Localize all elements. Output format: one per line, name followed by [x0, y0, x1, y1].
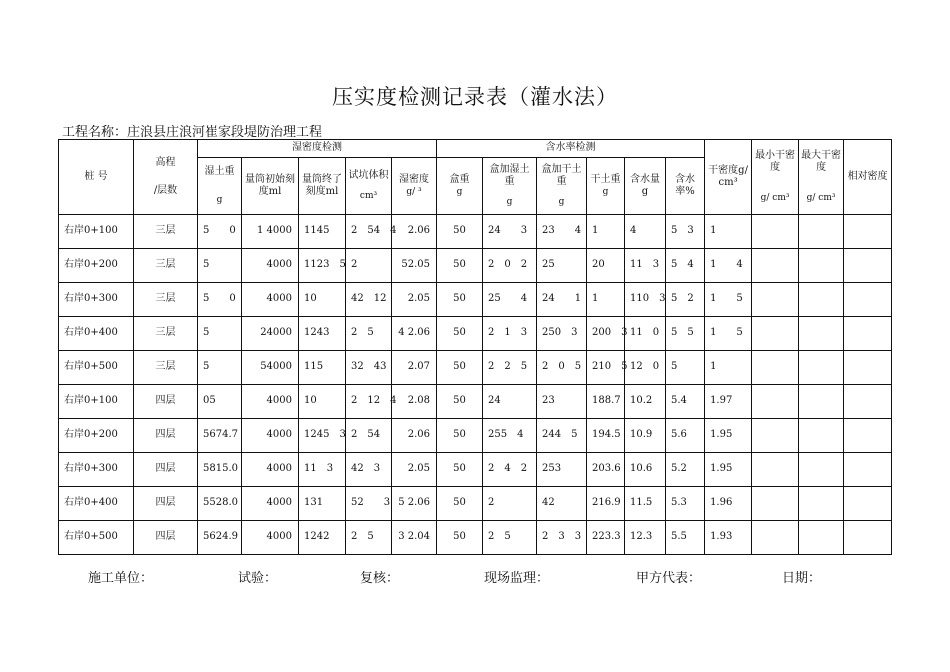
table-cell: 三层: [134, 283, 198, 317]
table-cell: 10: [299, 283, 346, 317]
table-cell: 50: [437, 419, 483, 453]
table-cell: 4: [625, 215, 666, 249]
table-cell: 5 2.06: [392, 487, 437, 521]
header-box-wet-unit: g: [506, 196, 513, 207]
table-cell: 1: [587, 215, 625, 249]
table-cell: [799, 385, 844, 419]
header-wet-density: [392, 158, 437, 215]
table-cell: 12 0: [625, 351, 666, 385]
table-cell: 2.05: [392, 283, 437, 317]
table-cell: 5815.0: [198, 453, 242, 487]
table-cell: 253: [537, 453, 587, 487]
header-water-content-group: 含水率检测: [437, 140, 705, 158]
table-cell: [844, 215, 892, 249]
table-cell: [844, 249, 892, 283]
table-cell: 216.9: [587, 487, 625, 521]
table-cell: 2 0 5: [537, 351, 587, 385]
table-cell: 右岸0+100: [59, 215, 134, 249]
table-cell: 5 0: [198, 215, 242, 249]
header-box-wet: [483, 158, 537, 215]
header-elevation-top: 高程: [155, 156, 176, 168]
table-cell: 20: [587, 249, 625, 283]
table-row: [59, 249, 892, 283]
table-cell: 5: [198, 317, 242, 351]
header-box-dry-label: 盒加干土重: [541, 163, 582, 188]
footer-date: 日期：: [782, 571, 822, 586]
table-cell: 50: [437, 317, 483, 351]
table-cell: 四层: [134, 419, 198, 453]
table-cell: 203.6: [587, 453, 625, 487]
table-cell: 10.2: [625, 385, 666, 419]
table-cell: 2: [483, 487, 537, 521]
table-cell: 右岸0+100: [59, 385, 134, 419]
table-cell: 四层: [134, 385, 198, 419]
table-cell: [799, 317, 844, 351]
table-cell: 1 4000: [242, 215, 299, 249]
header-min-dry-density: [752, 140, 799, 215]
table-row: [59, 351, 892, 385]
table-cell: [844, 487, 892, 521]
table-cell: [752, 453, 799, 487]
table-cell: 右岸0+200: [59, 419, 134, 453]
table-cell: [752, 283, 799, 317]
table-row: [59, 385, 892, 419]
table-cell: 三层: [134, 351, 198, 385]
table-cell: 24000: [242, 317, 299, 351]
table-cell: [799, 351, 844, 385]
table-cell: 2 1 3: [483, 317, 537, 351]
table-cell: 三层: [134, 317, 198, 351]
footer-test: 试验：: [238, 571, 278, 586]
table-cell: 50: [437, 521, 483, 555]
table-cell: [844, 521, 892, 555]
table-cell: 1145: [299, 215, 346, 249]
table-cell: 250 3: [537, 317, 587, 351]
table-cell: 5: [198, 249, 242, 283]
table-cell: 5528.0: [198, 487, 242, 521]
header-min-dry-unit: g/ cm³: [760, 192, 790, 203]
table-cell: 5 0: [198, 283, 242, 317]
header-elevation-bottom: /层数: [153, 185, 178, 196]
header-box-mass-unit: g: [456, 186, 463, 197]
header-dry-soil-label: 干土重: [590, 174, 621, 186]
table-cell: 50: [437, 453, 483, 487]
table-cell: [844, 283, 892, 317]
table-cell: 194.5: [587, 419, 625, 453]
table-cell: 1.96: [705, 487, 752, 521]
table-cell: 244 5: [537, 419, 587, 453]
header-max-dry-label: 最大干密度: [801, 149, 842, 174]
footer-owner-representative: 甲方代表：: [636, 571, 702, 586]
table-cell: [799, 419, 844, 453]
table-cell: [799, 453, 844, 487]
table-cell: 54000: [242, 351, 299, 385]
table-cell: 2 5: [346, 521, 392, 555]
table-cell: 12.3: [625, 521, 666, 555]
table-cell: 四层: [134, 487, 198, 521]
header-pit-volume-unit: cm³: [359, 190, 378, 201]
header-pile: 桩 号: [59, 140, 134, 215]
table-cell: 24: [483, 385, 537, 419]
table-cell: 右岸0+400: [59, 317, 134, 351]
table-cell: [799, 521, 844, 555]
table-cell: [752, 487, 799, 521]
table-cell: 5: [666, 351, 705, 385]
table-cell: 11 0: [625, 317, 666, 351]
table-header: [59, 140, 892, 215]
table-cell: 32 43: [346, 351, 392, 385]
table-cell: 1 5: [705, 283, 752, 317]
table-cell: 110 3: [625, 283, 666, 317]
table-cell: 4000: [242, 249, 299, 283]
table-cell: 2.05: [392, 453, 437, 487]
table-cell: 2 4 2: [483, 453, 537, 487]
header-min-dry-label: 最小干密度: [755, 149, 796, 174]
table-cell: 4000: [242, 283, 299, 317]
table-cell: 10.9: [625, 419, 666, 453]
table-row: [59, 453, 892, 487]
table-cell: 131: [299, 487, 346, 521]
table-cell: 2 5: [346, 317, 392, 351]
table-cell: 2.06: [392, 419, 437, 453]
header-wet-density-group: 湿密度检测: [198, 140, 437, 158]
table-cell: 23: [537, 385, 587, 419]
table-cell: [752, 317, 799, 351]
table-cell: 2 12 4: [346, 385, 392, 419]
table-cell: 115: [299, 351, 346, 385]
table-cell: 5.2: [666, 453, 705, 487]
table-cell: 右岸0+500: [59, 521, 134, 555]
table-cell: 25: [537, 249, 587, 283]
table-row: [59, 487, 892, 521]
table-cell: 50: [437, 215, 483, 249]
table-cell: 5.3: [666, 487, 705, 521]
footer-site-supervisor: 现场监理：: [484, 571, 550, 586]
table-cell: 2.07: [392, 351, 437, 385]
table-cell: 50: [437, 385, 483, 419]
header-wet-mass: [198, 158, 242, 215]
header-water-rate: 含水率%: [666, 158, 705, 215]
table-row: [59, 317, 892, 351]
table-body: [59, 215, 892, 555]
table-cell: 5 3: [666, 215, 705, 249]
table-cell: 10: [299, 385, 346, 419]
header-wet-mass-unit: g: [216, 194, 223, 205]
table-cell: 4 2.06: [392, 317, 437, 351]
header-box-dry: [537, 158, 587, 215]
table-cell: 右岸0+300: [59, 283, 134, 317]
table-cell: 52.05: [392, 249, 437, 283]
table-row: [59, 215, 892, 249]
table-cell: 四层: [134, 521, 198, 555]
header-dry-soil: [587, 158, 625, 215]
table-cell: [799, 283, 844, 317]
table-cell: 200 3: [587, 317, 625, 351]
table-cell: 42: [537, 487, 587, 521]
table-cell: [799, 487, 844, 521]
table-cell: 188.7: [587, 385, 625, 419]
table-cell: 5624.9: [198, 521, 242, 555]
table-cell: 11 3: [625, 249, 666, 283]
table-cell: 2 5: [483, 521, 537, 555]
table-cell: 4000: [242, 385, 299, 419]
table-cell: 2 2 5: [483, 351, 537, 385]
table-cell: 四层: [134, 453, 198, 487]
table-cell: 1: [705, 351, 752, 385]
header-cylinder-end: 量筒终了刻度ml: [299, 158, 346, 215]
table-cell: 1123 5: [299, 249, 346, 283]
table-cell: 10.6: [625, 453, 666, 487]
table-cell: 1 5: [705, 317, 752, 351]
table-cell: 23 4: [537, 215, 587, 249]
table-cell: 5 2: [666, 283, 705, 317]
header-elevation: [134, 140, 198, 215]
table-cell: [844, 351, 892, 385]
table-cell: [752, 215, 799, 249]
footer-construction-unit: 施工单位：: [88, 571, 154, 586]
header-dry-density: 干密度g/ cm³: [705, 140, 752, 215]
table-cell: 右岸0+200: [59, 249, 134, 283]
table-cell: 223.3: [587, 521, 625, 555]
table-row: [59, 419, 892, 453]
table-cell: 1242: [299, 521, 346, 555]
table-cell: [752, 351, 799, 385]
table-cell: 50: [437, 351, 483, 385]
table-cell: [844, 453, 892, 487]
table-cell: 1.97: [705, 385, 752, 419]
table-cell: 2 0 2: [483, 249, 537, 283]
table-cell: 24 1: [537, 283, 587, 317]
table-cell: 11.5: [625, 487, 666, 521]
table-cell: 1.95: [705, 419, 752, 453]
table-cell: 右岸0+300: [59, 453, 134, 487]
table-cell: 4000: [242, 453, 299, 487]
table-row: [59, 521, 892, 555]
table-cell: [752, 419, 799, 453]
table-cell: 11 3: [299, 453, 346, 487]
header-pit-volume: [346, 158, 392, 215]
table-cell: 5.6: [666, 419, 705, 453]
table-cell: [844, 419, 892, 453]
table-cell: 2: [346, 249, 392, 283]
table-cell: 1: [705, 215, 752, 249]
table-cell: 三层: [134, 249, 198, 283]
table-cell: 1.93: [705, 521, 752, 555]
record-table: [58, 139, 892, 555]
table-cell: 1: [587, 283, 625, 317]
table-cell: 42 12: [346, 283, 392, 317]
header-pit-volume-label: 试坑体积: [348, 170, 389, 182]
table-cell: 42 3: [346, 453, 392, 487]
header-wet-density-label: 湿密度: [399, 174, 429, 186]
table-cell: 2 3 3: [537, 521, 587, 555]
table-cell: 三层: [134, 215, 198, 249]
header-box-wet-label: 盒加湿土重: [489, 163, 530, 188]
table-cell: 52 3: [346, 487, 392, 521]
header-max-dry-unit: g/ cm³: [806, 192, 836, 203]
table-cell: [752, 521, 799, 555]
table-cell: [844, 317, 892, 351]
header-box-mass-label: 盒重: [449, 174, 470, 186]
table-cell: 2.06: [392, 215, 437, 249]
table-cell: 右岸0+400: [59, 487, 134, 521]
footer-review: 复核：: [360, 571, 400, 586]
table-cell: 210 5: [587, 351, 625, 385]
header-wet-density-unit: g/ ³: [406, 186, 422, 197]
table-cell: 25 4: [483, 283, 537, 317]
table-cell: 3 2.04: [392, 521, 437, 555]
table-cell: 50: [437, 487, 483, 521]
table-cell: [799, 249, 844, 283]
table-cell: [752, 249, 799, 283]
project-name: 工程名称：庄浪县庄浪河崔家段堤防治理工程: [62, 125, 323, 140]
table-cell: 2 54 4: [346, 215, 392, 249]
table-cell: 1243: [299, 317, 346, 351]
table-cell: 右岸0+500: [59, 351, 134, 385]
table-cell: 50: [437, 283, 483, 317]
table-cell: 2 54: [346, 419, 392, 453]
table-cell: 50: [437, 249, 483, 283]
header-cylinder-start: 量筒初始刻度ml: [242, 158, 299, 215]
table-cell: 1245 3: [299, 419, 346, 453]
table-cell: 5: [198, 351, 242, 385]
page-title: 压实度检测记录表（灌水法）: [332, 85, 618, 109]
header-max-dry-density: [799, 140, 844, 215]
table-cell: 1 4: [705, 249, 752, 283]
table-cell: 4000: [242, 419, 299, 453]
table-cell: 5 5: [666, 317, 705, 351]
header-water-mass: 含水量g: [625, 158, 666, 215]
table-cell: [799, 215, 844, 249]
header-relative-density: 相对密度: [844, 140, 892, 215]
table-cell: 1.95: [705, 453, 752, 487]
table-cell: [844, 385, 892, 419]
table-cell: 5.5: [666, 521, 705, 555]
table-cell: 255 4: [483, 419, 537, 453]
header-dry-soil-unit: g: [602, 186, 609, 197]
table-cell: 24 3: [483, 215, 537, 249]
header-box-dry-unit: g: [558, 196, 565, 207]
header-box-mass: [437, 158, 483, 215]
header-wet-mass-label: 湿土重: [204, 166, 235, 178]
table-cell: 2.08: [392, 385, 437, 419]
table-row: [59, 283, 892, 317]
table-cell: 05: [198, 385, 242, 419]
table-cell: 5674.7: [198, 419, 242, 453]
table-cell: 4000: [242, 521, 299, 555]
table-cell: 5.4: [666, 385, 705, 419]
table-cell: [752, 385, 799, 419]
table-cell: 5 4: [666, 249, 705, 283]
table-cell: 4000: [242, 487, 299, 521]
